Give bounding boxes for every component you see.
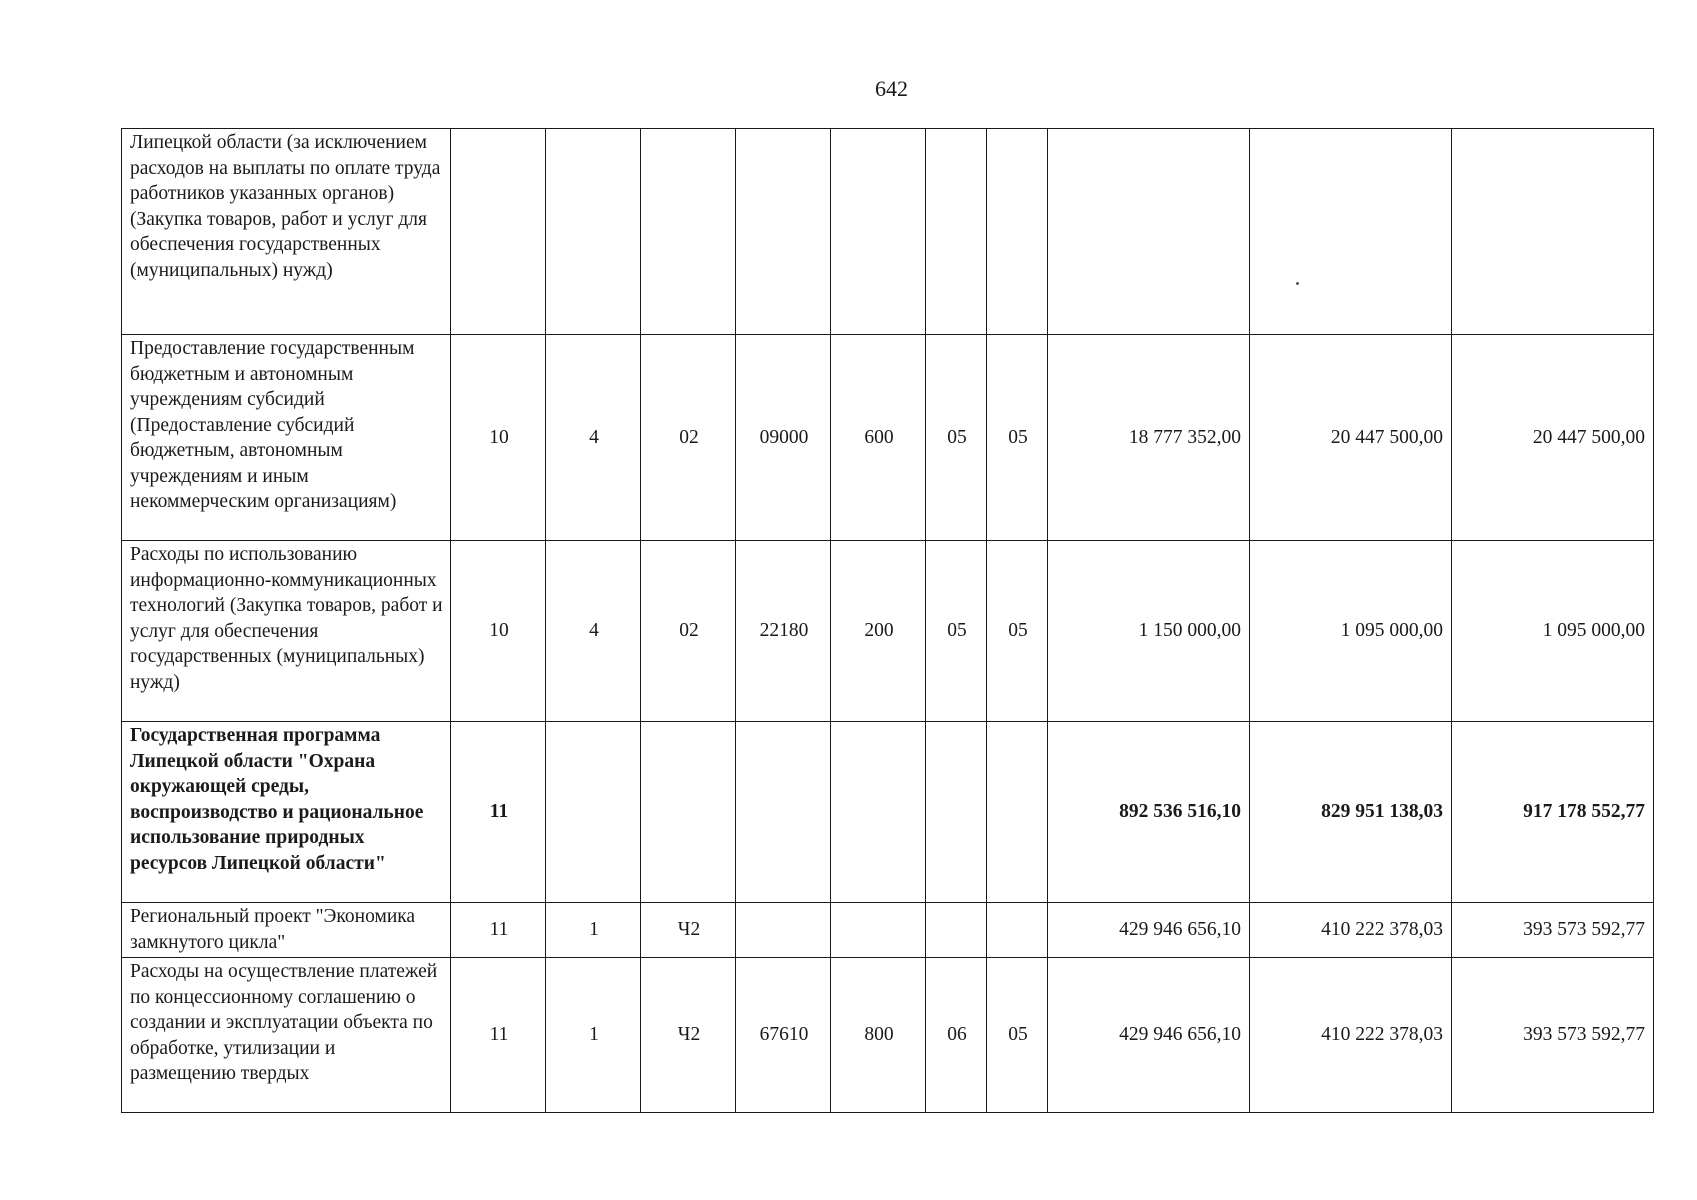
amount-year-1: 429 946 656,10	[1048, 903, 1250, 958]
code-section: 11	[451, 958, 546, 1113]
row-description: Региональный проект "Экономика замкнутого цикла"	[122, 903, 451, 958]
scan-speck	[1296, 282, 1299, 285]
code-direction	[736, 903, 831, 958]
code-expense-type: 200	[831, 541, 926, 722]
row-description: Предоставление государственным бюджетным и автономным учреждениям субсидий (Предоставление субсидий бюджетным, автономным учреждениям и иным некоммерческим организациям)	[122, 335, 451, 541]
code-section: 10	[451, 541, 546, 722]
row-description: Расходы по использованию информационно-коммуникационных технологий (Закупка товаров, работ и услуг для обеспечения государственных (муниципальных) нужд)	[122, 541, 451, 722]
code-subsection: 05	[987, 335, 1048, 541]
code-event: 02	[641, 541, 736, 722]
amount-year-3: 917 178 552,77	[1452, 722, 1654, 903]
code-subprogram	[546, 129, 641, 335]
code-direction: 67610	[736, 958, 831, 1113]
budget-table	[121, 128, 1654, 1113]
code-subsection	[987, 722, 1048, 903]
code-subprogram: 4	[546, 541, 641, 722]
amount-year-1: 18 777 352,00	[1048, 335, 1250, 541]
row-description: Расходы на осуществление платежей по концессионному соглашению о создании и эксплуатации объекта по обработке, утилизации и размещению твердых	[122, 958, 451, 1113]
code-subsection	[987, 129, 1048, 335]
code-chapter: 06	[926, 958, 987, 1113]
code-chapter	[926, 903, 987, 958]
code-section: 10	[451, 335, 546, 541]
table-row	[122, 903, 1654, 958]
code-chapter	[926, 722, 987, 903]
code-section: 11	[451, 722, 546, 903]
amount-year-2: 829 951 138,03	[1250, 722, 1452, 903]
code-chapter: 05	[926, 335, 987, 541]
code-subsection: 05	[987, 541, 1048, 722]
code-expense-type	[831, 903, 926, 958]
table-row	[122, 722, 1654, 903]
code-chapter: 05	[926, 541, 987, 722]
amount-year-2: 20 447 500,00	[1250, 335, 1452, 541]
amount-year-2: 410 222 378,03	[1250, 958, 1452, 1113]
amount-year-3: 393 573 592,77	[1452, 903, 1654, 958]
code-section: 11	[451, 903, 546, 958]
code-event: Ч2	[641, 958, 736, 1113]
code-subprogram: 1	[546, 903, 641, 958]
table-row	[122, 541, 1654, 722]
code-event: 02	[641, 335, 736, 541]
code-direction	[736, 722, 831, 903]
code-subprogram	[546, 722, 641, 903]
table-row	[122, 335, 1654, 541]
code-event	[641, 722, 736, 903]
code-event	[641, 129, 736, 335]
amount-year-3	[1452, 129, 1654, 335]
code-subprogram: 1	[546, 958, 641, 1113]
amount-year-1: 429 946 656,10	[1048, 958, 1250, 1113]
amount-year-2	[1250, 129, 1452, 335]
code-event: Ч2	[641, 903, 736, 958]
amount-year-1: 892 536 516,10	[1048, 722, 1250, 903]
amount-year-1	[1048, 129, 1250, 335]
code-chapter	[926, 129, 987, 335]
amount-year-2: 410 222 378,03	[1250, 903, 1452, 958]
amount-year-3: 393 573 592,77	[1452, 958, 1654, 1113]
code-direction	[736, 129, 831, 335]
code-subprogram: 4	[546, 335, 641, 541]
code-expense-type	[831, 722, 926, 903]
table-row	[122, 129, 1654, 335]
table-row	[122, 958, 1654, 1113]
code-direction: 22180	[736, 541, 831, 722]
code-direction: 09000	[736, 335, 831, 541]
amount-year-2: 1 095 000,00	[1250, 541, 1452, 722]
amount-year-3: 1 095 000,00	[1452, 541, 1654, 722]
code-subsection: 05	[987, 958, 1048, 1113]
code-expense-type	[831, 129, 926, 335]
page-number: 642	[875, 76, 908, 101]
code-section	[451, 129, 546, 335]
code-expense-type: 600	[831, 335, 926, 541]
row-description: Государственная программа Липецкой области "Охрана окружающей среды, воспроизводство и рациональное использование природных ресурсов Липецкой области"	[122, 722, 451, 903]
row-description: Липецкой области (за исключением расходов на выплаты по оплате труда работников указанных органов) (Закупка товаров, работ и услуг для обеспечения государственных (муниципальных) нужд)	[122, 129, 451, 335]
code-subsection	[987, 903, 1048, 958]
amount-year-1: 1 150 000,00	[1048, 541, 1250, 722]
amount-year-3: 20 447 500,00	[1452, 335, 1654, 541]
code-expense-type: 800	[831, 958, 926, 1113]
